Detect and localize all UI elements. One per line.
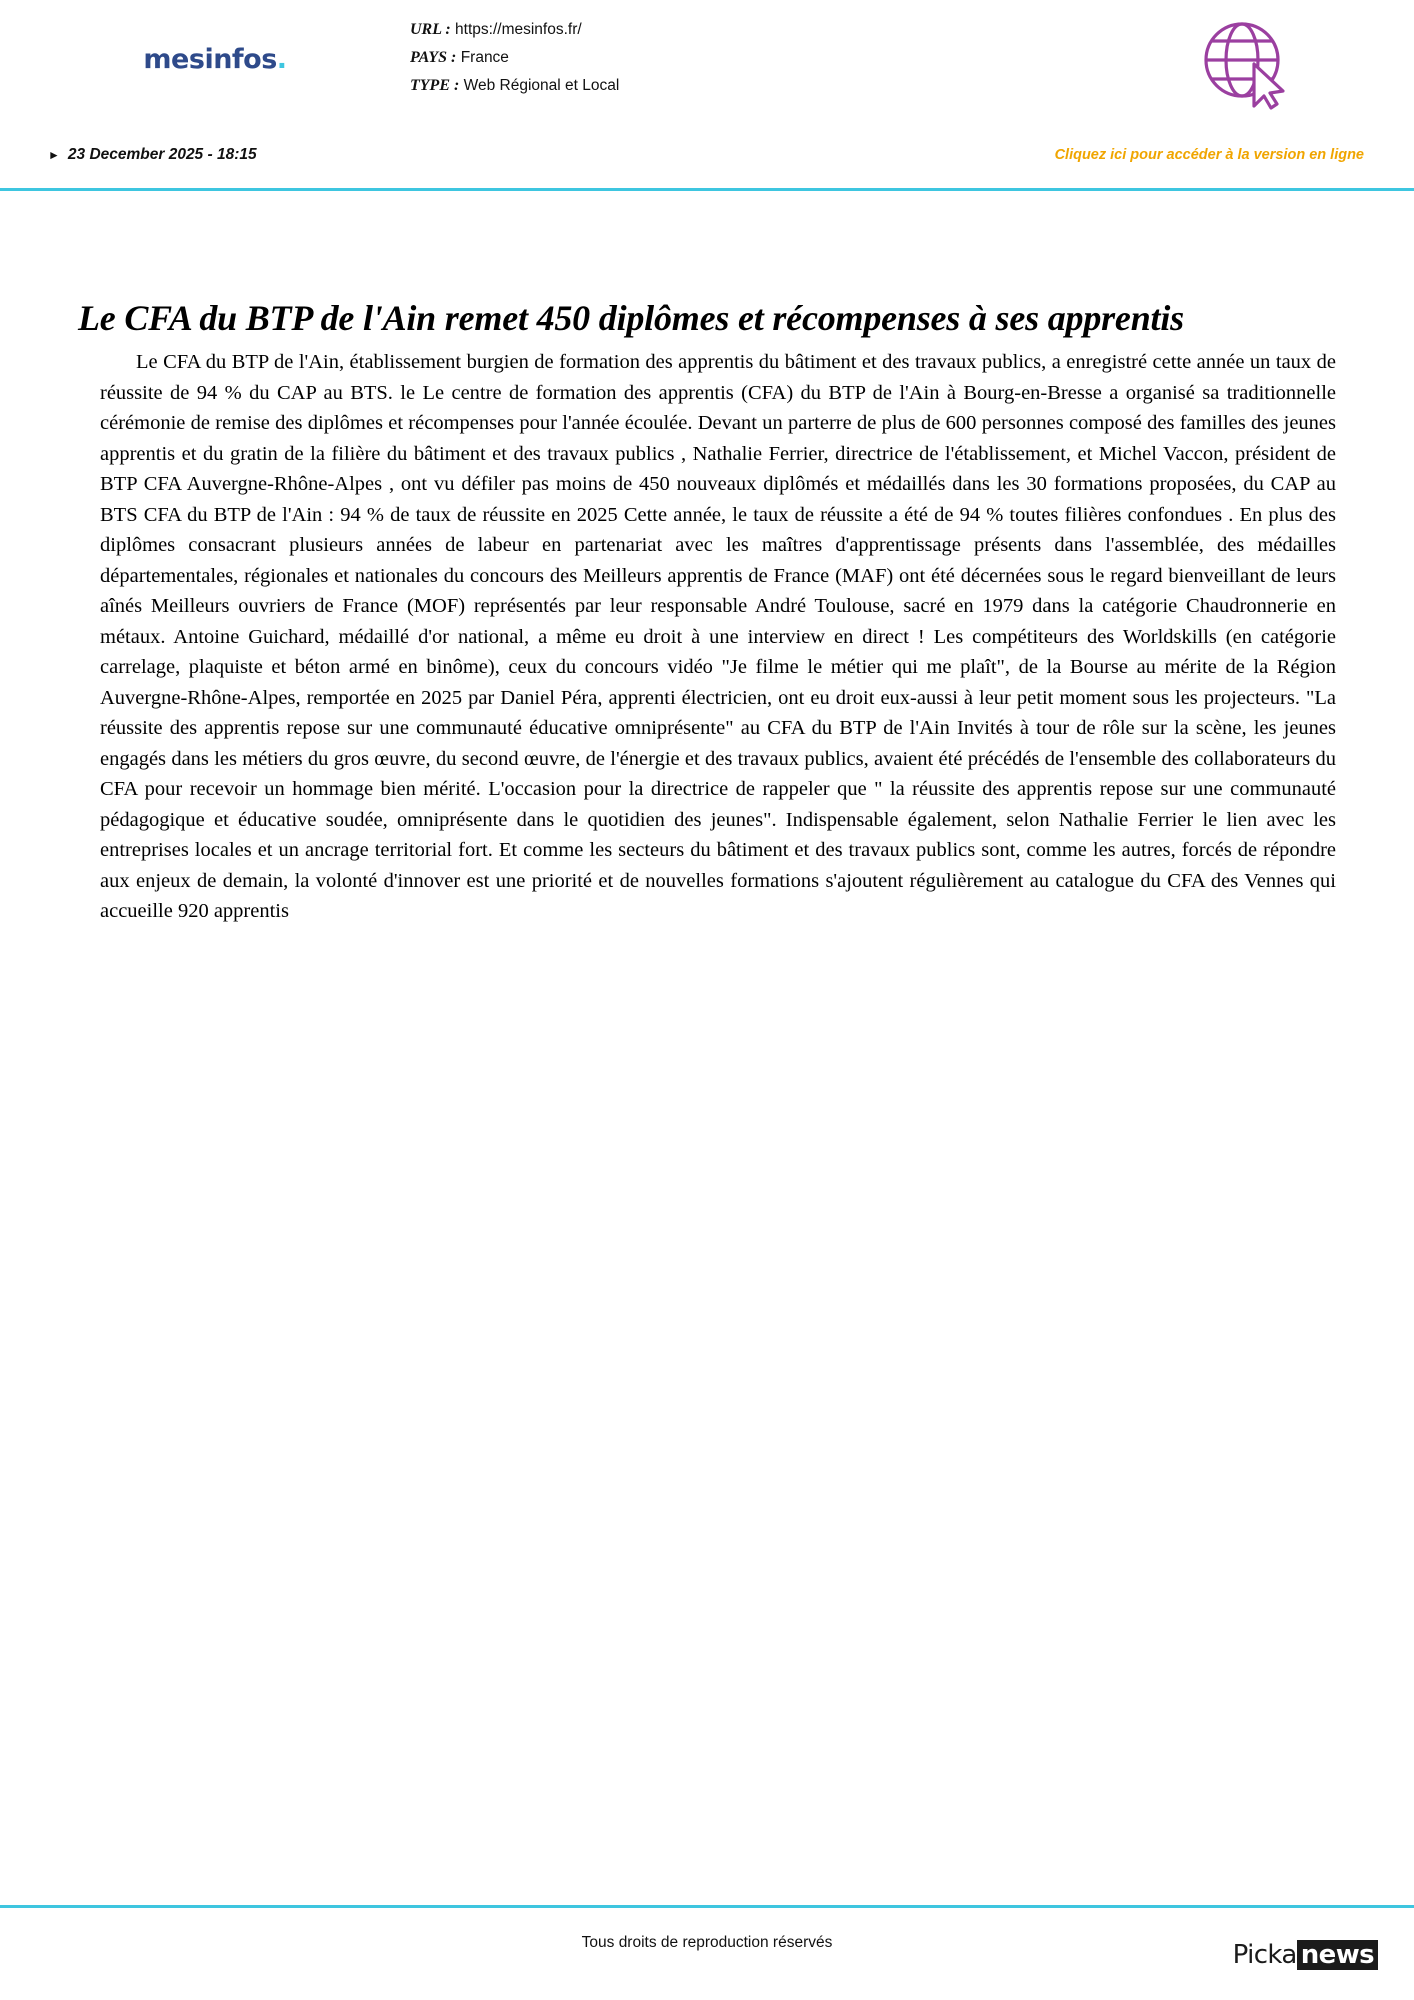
publication-logo-name: mesinfos <box>143 44 277 75</box>
header-divider <box>0 188 1414 191</box>
meta-row-url <box>410 16 619 44</box>
article-container <box>78 292 1336 927</box>
source-metadata <box>410 16 619 100</box>
meta-label-pays: PAYS : <box>410 49 457 66</box>
article-body: Le CFA du BTP de l'Ain, établissement burgien de formation des apprentis du bâtiment et des travaux publics, a enregistré cette année un taux de réussite de 94 % du CAP au BTS. le Le centre de formation des apprentis (CFA) du BTP de l'Ain à Bourg-en-Bresse a organisé sa traditionnelle cérémonie de remise des diplômes et récompenses pour l'année écoulée. Devant un parterre de plus de 600 personnes composé des familles des jeunes apprentis et du gratin de la filière du bâtiment et des travaux publics , Nathalie Ferrier, directrice de l'établissement, et Michel Vaccon, président de BTP CFA Auvergne-Rhône-Alpes , ont vu défiler pas moins de 450 nouveaux diplômés et médaillés dans les 30 formations proposées, du CAP au BTS CFA du BTP de l'Ain : 94 % de taux de réussite en 2025 Cette année, le taux de réussite a été de 94 % toutes filières confondues . En plus des diplômes consacrant plusieurs années de labeur en partenariat avec les maîtres d'apprentissage présents dans l'assemblée, des médailles départementales, régionales et nationales du concours des Meilleurs apprentis de France (MAF) ont été décernées sous le regard bienveillant de leurs aînés Meilleurs ouvriers de France (MOF) représentés par leur responsable André Toulouse, sacré en 1979 dans la catégorie Chaudronnerie en métaux. Antoine Guichard, médaillé d'or national, a même eu droit à une interview en direct ! Les compétiteurs des Worldskills (en catégorie carrelage, plaquiste et béton armé en binôme), ceux du concours vidéo "Je filme le métier qui me plaît", de la Bourse au mérite de la Région Auvergne-Rhône-Alpes, remportée en 2025 par Daniel Péra, apprenti électricien, ont eu droit eux-aussi à leur petit moment sous les projecteurs. "La réussite des apprentis repose sur une communauté éducative omniprésente" au CFA du BTP de l'Ain Invités à tour de rôle sur la scène, les jeunes engagés dans les métiers du gros œuvre, du second œuvre, de l'énergie et des travaux publics, avaient été précédés de l'ensemble des collaborateurs du CFA pour recevoir un hommage bien mérité. L'occasion pour la directrice de rappeler que " la réussite des apprentis repose sur une communauté pédagogique et éducative soudée, omniprésente dans le quotidien des jeunes". Indispensable également, selon Nathalie Ferrier le lien avec les entreprises locales et un ancrage territorial fort. Et comme les secteurs du bâtiment et des travaux publics sont, comme les autres, forcés de répondre aux enjeux de demain, la volonté d'innover est une priorité et de nouvelles formations s'ajoutent régulièrement au catalogue du CFA des Vennes qui accueille 920 apprentis <box>100 351 1336 922</box>
globe-cursor-icon <box>1192 16 1296 110</box>
publication-date <box>48 146 257 164</box>
pickanews-logo-second: news <box>1297 1940 1378 1970</box>
meta-row-pays <box>410 44 619 72</box>
copyright-note: Tous droits de reproduction réservés <box>581 1934 833 1951</box>
publication-logo <box>140 46 290 73</box>
pickanews-logo-first: Picka <box>1232 1940 1297 1970</box>
footer-divider <box>0 1905 1414 1908</box>
meta-label-url: URL : <box>410 21 451 38</box>
document-subheader <box>0 140 1414 182</box>
publication-logo-dot: . <box>276 44 287 75</box>
meta-value-type: Web Régional et Local <box>463 77 620 94</box>
online-version-link[interactable]: Cliquez ici pour accéder à la version en ligne <box>1054 147 1364 163</box>
meta-value-url: https://mesinfos.fr/ <box>455 21 582 38</box>
triangle-right-icon: ► <box>48 147 60 162</box>
meta-row-type <box>410 72 619 100</box>
article-headline: Le CFA du BTP de l'Ain remet 450 diplômes et récompenses à ses apprentis <box>78 298 1184 338</box>
publication-logo-text <box>140 46 290 73</box>
pickanews-logo <box>1233 1940 1378 1970</box>
document-header <box>0 0 1414 148</box>
meta-label-type: TYPE : <box>410 77 460 94</box>
meta-value-pays: France <box>460 49 509 66</box>
publication-date-text: 23 December 2025 - 18:15 <box>67 146 257 163</box>
